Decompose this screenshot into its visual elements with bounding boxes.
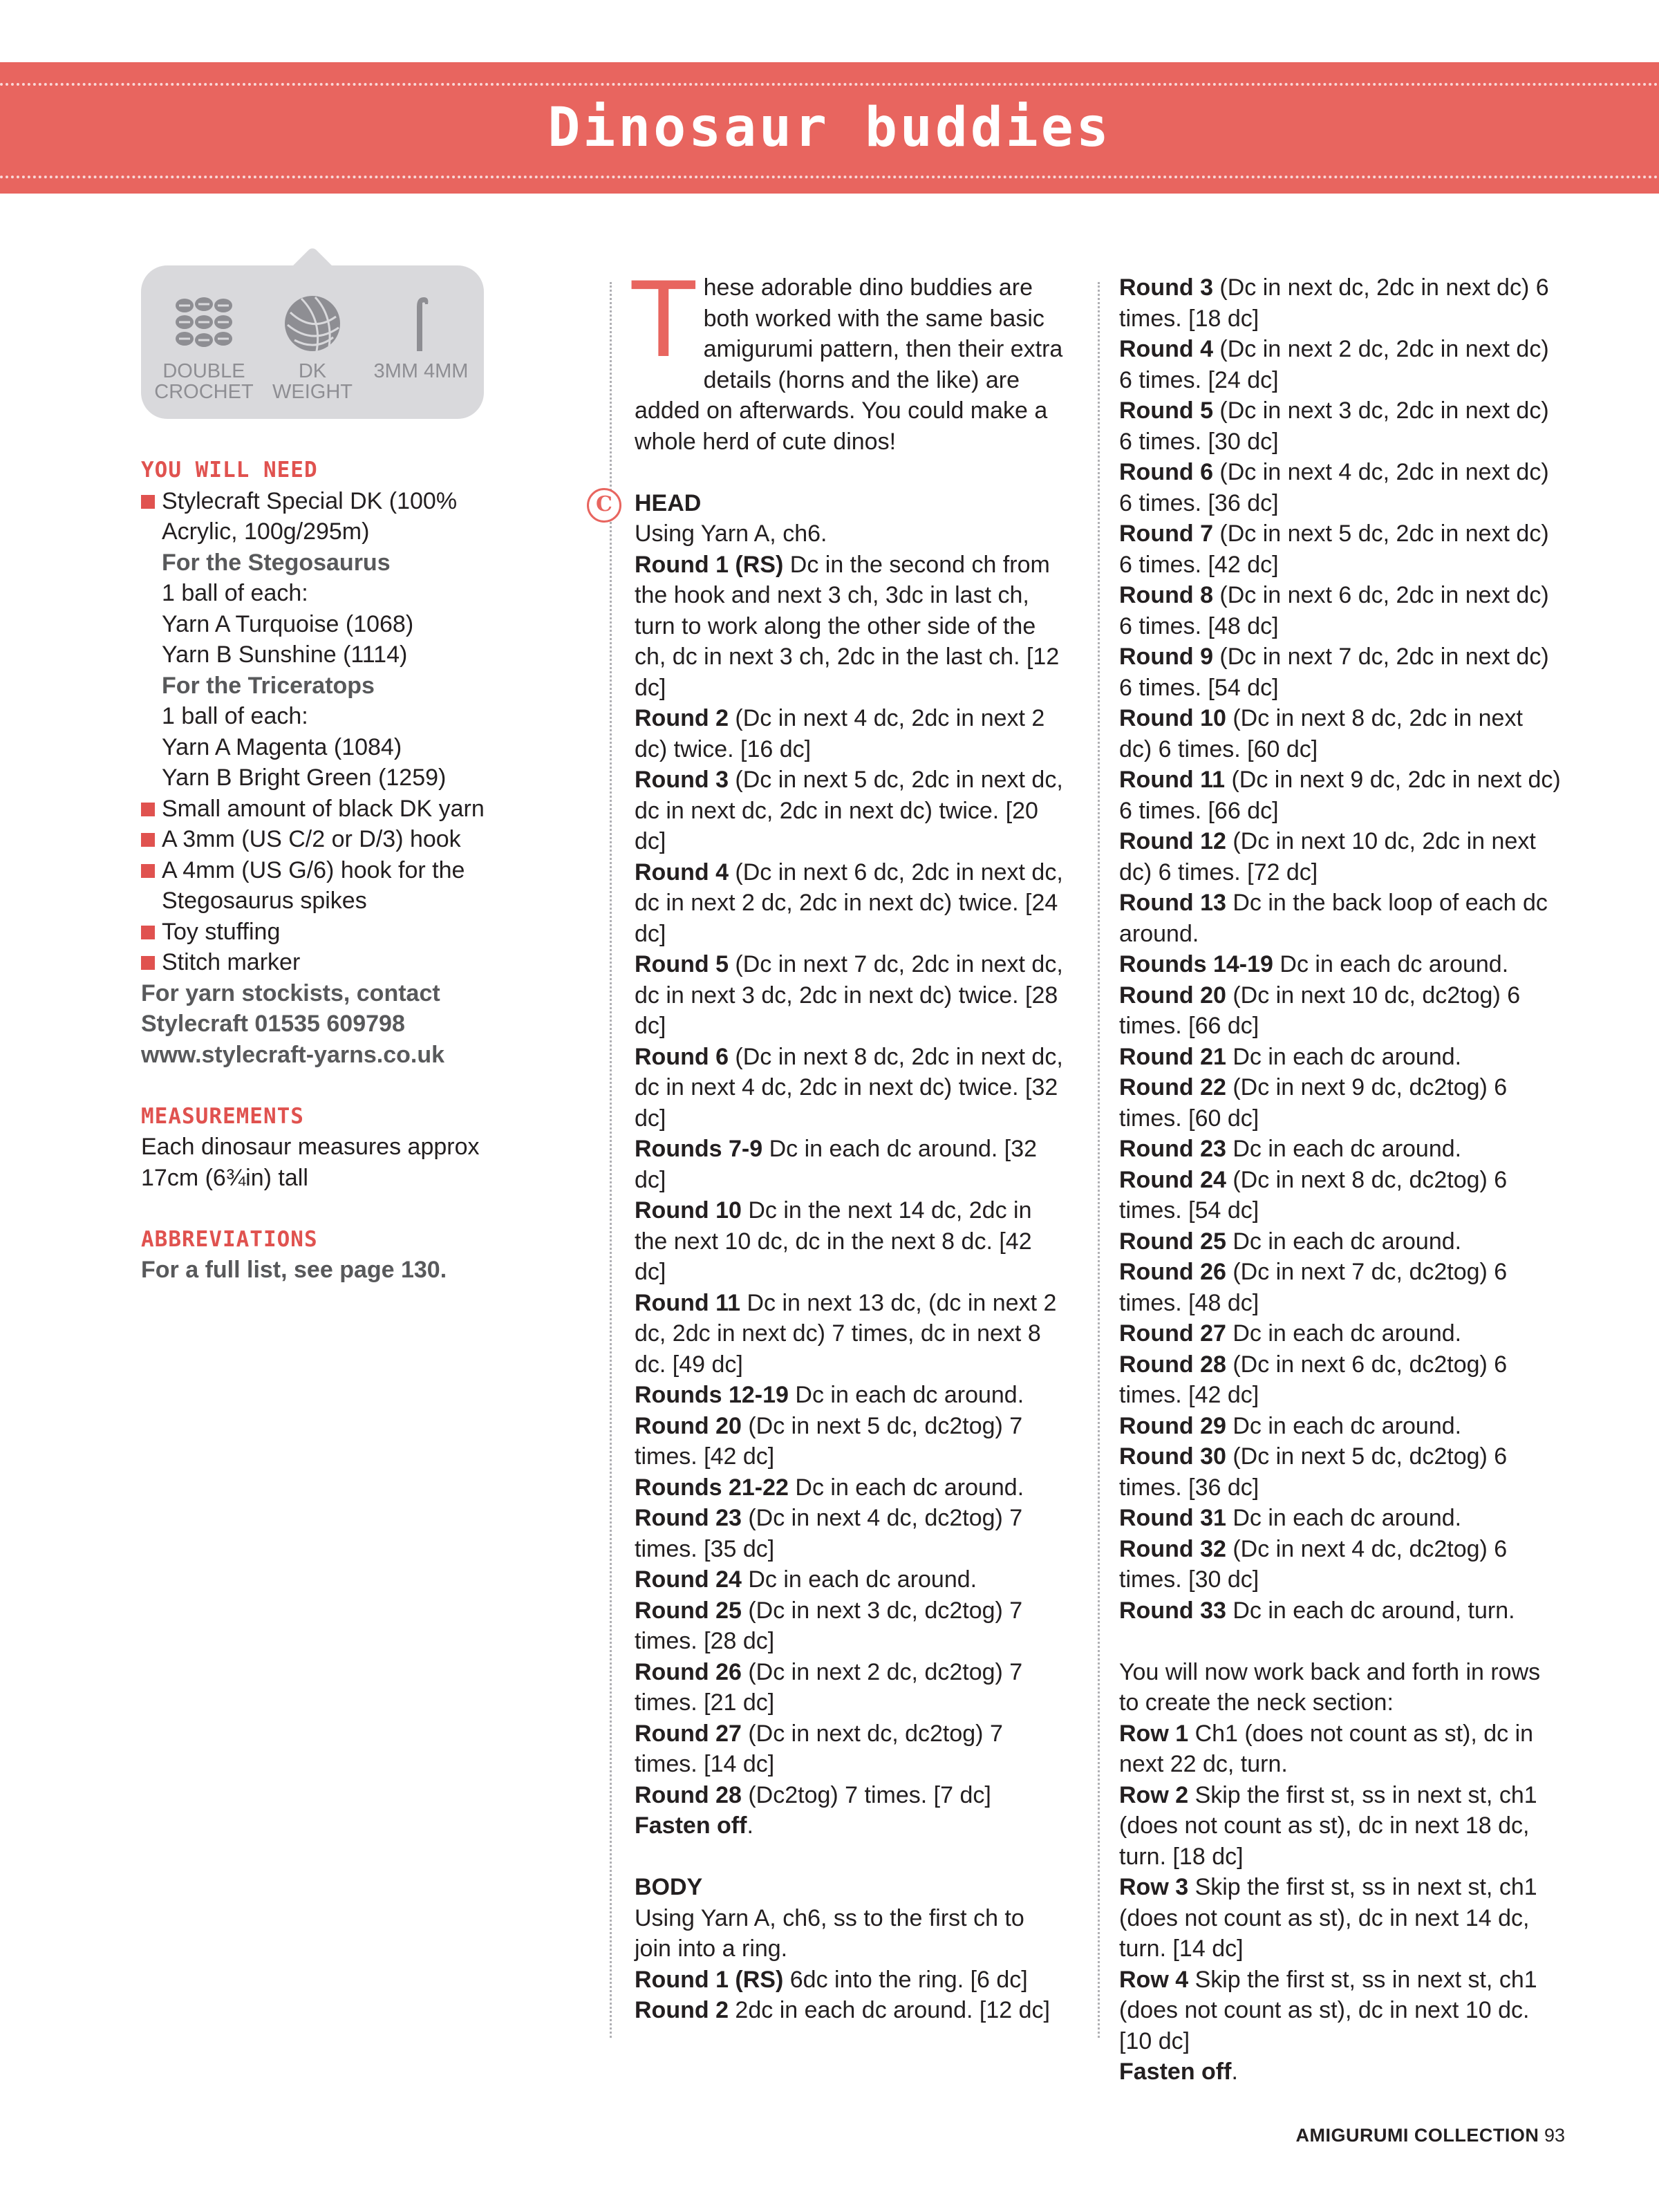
body-start: Using Yarn A, ch6, ss to the first ch to join into a ring. bbox=[635, 1904, 1024, 1962]
pattern-row: Round 6 (Dc in next 8 dc, 2dc in next dc, dc in next 4 dc, 2dc in next dc) twice. [32 dc] bbox=[635, 1043, 1063, 1132]
banner-dotted-line-bottom bbox=[0, 176, 1659, 178]
pattern-row: Round 32 (Dc in next 4 dc, dc2tog) 6 times. [30 dc] bbox=[1119, 1535, 1508, 1593]
pattern-row: Round 3 (Dc in next 5 dc, 2dc in next dc, dc in next dc, 2dc in next dc) twice. [20 dc] bbox=[635, 767, 1063, 854]
body-rounds-part1 bbox=[635, 1965, 1063, 2026]
bullet-square-icon bbox=[141, 864, 155, 878]
list-item: Yarn A Turquoise (1068) bbox=[162, 610, 414, 637]
pattern-row: Round 10 (Dc in next 8 dc, 2dc in next dc) 6 times. [60 dc] bbox=[1119, 705, 1523, 762]
pattern-row: Round 5 (Dc in next 3 dc, 2dc in next dc) 6 times. [30 dc] bbox=[1119, 397, 1549, 455]
list-item: Toy stuffing bbox=[141, 917, 494, 948]
neck-intro: You will now work back and forth in rows to create the neck section: bbox=[1119, 1658, 1541, 1716]
body-rounds-part2 bbox=[1119, 272, 1562, 1626]
page-number: 93 bbox=[1544, 2125, 1565, 2146]
column-divider bbox=[1098, 282, 1100, 2038]
pattern-row: Round 23 (Dc in next 4 dc, dc2tog) 7 times. [35 dc] bbox=[635, 1505, 1023, 1562]
pattern-row: Round 31 Dc in each dc around. bbox=[1119, 1505, 1462, 1531]
page-footer bbox=[1295, 2125, 1565, 2146]
list-item: 1 ball of each: bbox=[162, 703, 308, 729]
weight-label: DK WEIGHT bbox=[272, 360, 353, 403]
stockists-phone: Stylecraft 01535 609798 bbox=[141, 1011, 405, 1037]
pattern-row: Round 4 (Dc in next 2 dc, 2dc in next dc) 6 times. [24 dc] bbox=[1119, 336, 1549, 393]
list-item: Stylecraft Special DK (100% Acrylic, 100g/295m) bbox=[141, 486, 494, 547]
pattern-row: Round 7 (Dc in next 5 dc, 2dc in next dc) 6 times. [42 dc] bbox=[1119, 521, 1549, 578]
badge-weight bbox=[261, 292, 364, 402]
pattern-row: Round 29 Dc in each dc around. bbox=[1119, 1412, 1462, 1439]
pattern-row: Row 2 Skip the first st, ss in next st, ch1 (does not count as st), dc in next 18 dc, turn. [18 dc] bbox=[1119, 1781, 1537, 1870]
pattern-row: Round 2 (Dc in next 4 dc, 2dc in next 2 dc) twice. [16 dc] bbox=[635, 705, 1045, 762]
double-crochet-stitch-icon bbox=[172, 292, 236, 355]
pattern-row: Round 20 (Dc in next 5 dc, dc2tog) 7 times. [42 dc] bbox=[635, 1412, 1023, 1470]
you-will-need-heading: YOU WILL NEED bbox=[141, 458, 318, 482]
head-start: Using Yarn A, ch6. bbox=[635, 521, 827, 547]
pattern-row: Round 11 Dc in next 13 dc, (dc in next 2 dc, 2dc in next dc) 7 times, dc in next 8 dc. [49 dc] bbox=[635, 1289, 1057, 1378]
pattern-row: Rounds 14-19 Dc in each dc around. bbox=[1119, 951, 1509, 977]
publication-name: AMIGURUMI COLLECTION bbox=[1295, 2125, 1539, 2146]
body-fasten-off: Fasten off. bbox=[1119, 2059, 1238, 2085]
column-divider bbox=[610, 282, 612, 2038]
list-item: Yarn A Magenta (1084) bbox=[162, 733, 402, 760]
pattern-row: Row 4 Skip the first st, ss in next st, ch1 (does not count as st), dc in next 10 dc. [10 dc] bbox=[1119, 1966, 1537, 2054]
pattern-row: Round 1 (RS) 6dc into the ring. [6 dc] bbox=[635, 1966, 1028, 1993]
pattern-row: Round 24 (Dc in next 8 dc, dc2tog) 6 times. [54 dc] bbox=[1119, 1166, 1508, 1224]
abbreviations-text: For a full list, see page 130. bbox=[141, 1257, 447, 1283]
measurements-text: Each dinosaur measures approx 17cm (6¾in) tall bbox=[141, 1134, 480, 1191]
hook-label: 3MM 4MM bbox=[373, 360, 469, 382]
head-fasten-off: Fasten off. bbox=[635, 1812, 753, 1839]
bullet-square-icon bbox=[141, 926, 155, 939]
list-item: 1 ball of each: bbox=[162, 580, 308, 606]
pattern-row: Round 33 Dc in each dc around, turn. bbox=[1119, 1597, 1515, 1624]
pattern-row: Round 13 Dc in the back loop of each dc around. bbox=[1119, 890, 1548, 947]
pattern-row: Round 3 (Dc in next dc, 2dc in next dc) 6 times. [18 dc] bbox=[1119, 274, 1549, 332]
intro-paragraph: These adorable dino buddies are both worked with the same basic amigurumi pattern, then their extra details (horns and the like) are added on afterwards. You could make a whole herd of cute dinos! bbox=[632, 261, 1063, 455]
pattern-row: Round 8 (Dc in next 6 dc, 2dc in next dc) 6 times. [48 dc] bbox=[1119, 582, 1549, 639]
badge-stitch bbox=[152, 292, 256, 402]
bullet-square-icon bbox=[141, 495, 155, 509]
pattern-row: Rounds 21-22 Dc in each dc around. bbox=[635, 1474, 1024, 1501]
measurements-heading: MEASUREMENTS bbox=[141, 1103, 304, 1129]
pattern-row: Row 1 Ch1 (does not count as st), dc in next 22 dc, turn. bbox=[1119, 1720, 1534, 1777]
banner-dotted-line-top bbox=[0, 83, 1659, 86]
stegosaurus-subheading: For the Stegosaurus bbox=[162, 549, 391, 576]
stitch-label: DOUBLE CROCHET bbox=[154, 360, 254, 403]
stockists-website: www.stylecraft-yarns.co.uk bbox=[141, 1041, 445, 1068]
body-column bbox=[1119, 272, 1562, 2088]
stockists-line: For yarn stockists, contact bbox=[141, 980, 440, 1006]
bullet-square-icon bbox=[141, 956, 155, 970]
abbreviations-heading: ABBREVIATIONS bbox=[141, 1226, 318, 1252]
head-heading: HEAD bbox=[635, 489, 702, 516]
list-item: Stitch marker bbox=[141, 947, 494, 978]
pattern-row: Round 25 (Dc in next 3 dc, dc2tog) 7 times. [28 dc] bbox=[635, 1597, 1023, 1654]
pattern-row: Round 24 Dc in each dc around. bbox=[635, 1566, 977, 1593]
title-banner bbox=[0, 62, 1659, 194]
badge-notch bbox=[289, 246, 336, 293]
pattern-row: Round 6 (Dc in next 4 dc, 2dc in next dc) 6 times. [36 dc] bbox=[1119, 459, 1549, 516]
head-rounds bbox=[635, 550, 1063, 1811]
pattern-row: Round 21 Dc in each dc around. bbox=[1119, 1043, 1462, 1070]
pattern-row: Round 23 Dc in each dc around. bbox=[1119, 1136, 1462, 1162]
pattern-row: Rounds 12-19 Dc in each dc around. bbox=[635, 1382, 1024, 1408]
head-column bbox=[632, 261, 1063, 2026]
body-heading: BODY bbox=[635, 1874, 703, 1900]
pattern-row: Round 10 Dc in the next 14 dc, 2dc in the next 10 dc, dc in the next 8 dc. [42 dc] bbox=[635, 1197, 1032, 1285]
pattern-row: Round 27 Dc in each dc around. bbox=[1119, 1320, 1462, 1347]
pattern-row: Round 30 (Dc in next 5 dc, dc2tog) 6 times. [36 dc] bbox=[1119, 1443, 1508, 1501]
list-item: Small amount of black DK yarn bbox=[141, 794, 494, 825]
pattern-row: Round 9 (Dc in next 7 dc, 2dc in next dc) 6 times. [54 dc] bbox=[1119, 644, 1549, 701]
neck-rows bbox=[1119, 1718, 1562, 2057]
pattern-row: Round 12 (Dc in next 10 dc, 2dc in next dc) 6 times. [72 dc] bbox=[1119, 828, 1536, 885]
pattern-row: Rounds 7-9 Dc in each dc around. [32 dc] bbox=[635, 1136, 1038, 1193]
pattern-row: Round 26 (Dc in next 7 dc, dc2tog) 6 times. [48 dc] bbox=[1119, 1259, 1508, 1316]
list-item: A 3mm (US C/2 or D/3) hook bbox=[141, 824, 494, 855]
pattern-row: Round 27 (Dc in next dc, dc2tog) 7 times. [14 dc] bbox=[635, 1720, 1003, 1777]
crochet-hook-icon bbox=[389, 292, 453, 355]
pattern-row: Round 22 (Dc in next 9 dc, dc2tog) 6 times. [60 dc] bbox=[1119, 1074, 1508, 1132]
page-title: Dinosaur buddies bbox=[547, 97, 1112, 159]
list-item: Yarn B Sunshine (1114) bbox=[162, 641, 408, 668]
badge-hook bbox=[369, 292, 473, 382]
pattern-row: Round 11 (Dc in next 9 dc, 2dc in next dc) 6 times. [66 dc] bbox=[1119, 767, 1561, 824]
pattern-row: Round 5 (Dc in next 7 dc, 2dc in next dc, dc in next 3 dc, 2dc in next dc) twice. [28 dc] bbox=[635, 951, 1063, 1039]
crochet-c-icon: C bbox=[587, 488, 621, 523]
yarn-ball-icon bbox=[281, 292, 344, 355]
list-item: A 4mm (US G/6) hook for the Stegosaurus spikes bbox=[141, 855, 494, 917]
pattern-row: Row 3 Skip the first st, ss in next st, ch1 (does not count as st), dc in next 14 dc, turn. [14 dc] bbox=[1119, 1874, 1537, 1962]
materials-column bbox=[141, 455, 494, 1286]
pattern-row: Round 25 Dc in each dc around. bbox=[1119, 1228, 1462, 1255]
pattern-row: Round 4 (Dc in next 6 dc, 2dc in next dc, dc in next 2 dc, 2dc in next dc) twice. [24 dc] bbox=[635, 859, 1063, 947]
pattern-row: Round 2 2dc in each dc around. [12 dc] bbox=[635, 1997, 1050, 2023]
pattern-info-badge bbox=[141, 265, 484, 419]
pattern-row: Round 28 (Dc2tog) 7 times. [7 dc] bbox=[635, 1781, 991, 1808]
bullet-square-icon bbox=[141, 803, 155, 816]
pattern-row: Round 28 (Dc in next 6 dc, dc2tog) 6 times. [42 dc] bbox=[1119, 1351, 1508, 1408]
list-item: Yarn B Bright Green (1259) bbox=[162, 765, 447, 791]
pattern-row: Round 1 (RS) Dc in the second ch from the hook and next 3 ch, 3dc in last ch, turn to work along the other side of the ch, dc in next 3 ch, 2dc in the last ch. [12 dc] bbox=[635, 551, 1060, 701]
pattern-row: Round 20 (Dc in next 10 dc, dc2tog) 6 times. [66 dc] bbox=[1119, 982, 1521, 1039]
triceratops-subheading: For the Triceratops bbox=[162, 672, 375, 699]
bullet-square-icon bbox=[141, 833, 155, 847]
drop-cap: T bbox=[632, 261, 695, 381]
pattern-row: Round 26 (Dc in next 2 dc, dc2tog) 7 times. [21 dc] bbox=[635, 1658, 1023, 1716]
